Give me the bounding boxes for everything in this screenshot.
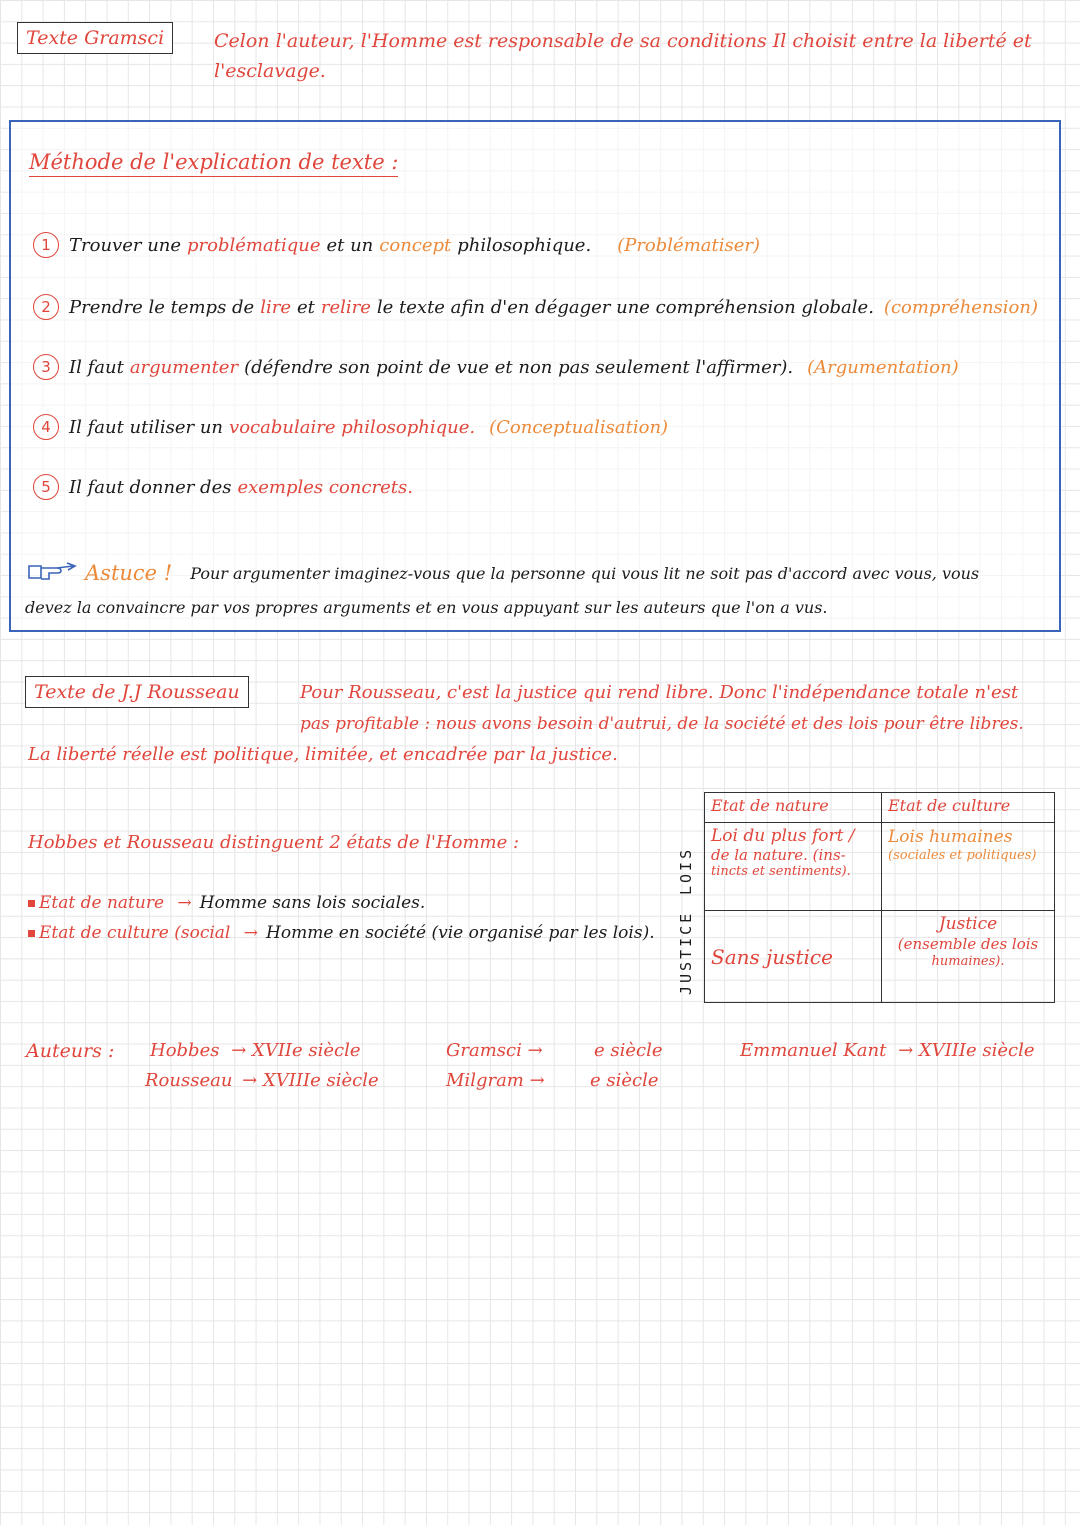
cell-justice-nature: Sans justice <box>705 911 882 1003</box>
authors-label: Auteurs : <box>26 1040 115 1062</box>
author-kant: Emmanuel Kant → XVIIIe siècle <box>740 1040 1035 1061</box>
method-box <box>9 120 1061 632</box>
states-intro: Hobbes et Rousseau distinguent 2 états de l'Homme : <box>28 832 520 853</box>
step-number-4: 4 <box>33 414 59 440</box>
cell-justice-culture: Justice (ensemble des lois humaines). <box>882 911 1055 1003</box>
author-hobbes: Hobbes → XVIIe siècle <box>150 1040 361 1061</box>
method-step-5: 5 Il faut donner des exemples concrets. <box>33 474 419 500</box>
state-culture: Etat de culture (social → Homme en société (vie organisé par les lois). <box>28 923 655 943</box>
bullet-icon <box>28 930 35 937</box>
method-step-3: 3 Il faut argumenter (défendre son point de vue et non pas seulement l'affirmer). (Argumentation) <box>33 354 965 380</box>
bullet-icon <box>28 900 35 907</box>
state-nature: Etat de nature → Homme sans lois sociales. <box>28 893 425 913</box>
rousseau-line2: pas profitable : nous avons besoin d'autrui, de la société et des lois pour être libres. <box>300 714 1024 734</box>
rousseau-line1: Pour Rousseau, c'est la justice qui rend libre. Donc l'indépendance totale n'est <box>300 682 1019 703</box>
pointing-hand-icon <box>27 560 79 586</box>
gramsci-summary-line1: Celon l'auteur, l'Homme est responsable de sa conditions Il choisit entre la liberté et <box>214 30 1032 52</box>
method-step-1: 1 Trouver une problématique et un concept philosophique. (Problématiser) <box>33 232 766 258</box>
method-step-4: 4 Il faut utiliser un vocabulaire philosophique. (Conceptualisation) <box>33 414 674 440</box>
step-number-1: 1 <box>33 232 59 258</box>
cell-lois-nature: Loi du plus fort / de la nature. (ins- tincts et sentiments). <box>705 823 882 911</box>
step-number-3: 3 <box>33 354 59 380</box>
gramsci-summary-line2: l'esclavage. <box>214 60 326 82</box>
states-table <box>704 792 1055 1003</box>
tip-line2: devez la convaincre par vos propres arguments et en vous appuyant sur les auteurs que l'on a vus. <box>25 598 828 617</box>
author-gramsci-century: e siècle <box>594 1040 663 1061</box>
cell-lois-culture: Lois humaines (sociales et politiques) <box>882 823 1055 911</box>
step-number-2: 2 <box>33 294 59 320</box>
tip-keyword: Astuce ! <box>85 561 173 585</box>
author-gramsci: Gramsci → <box>446 1040 543 1061</box>
gramsci-label: Texte Gramsci <box>17 22 173 54</box>
tip-line1: Astuce ! Pour argumenter imaginez-vous que la personne qui vous lit ne soit pas d'accord avec vous, vous <box>27 560 979 586</box>
rousseau-line3: La liberté réelle est politique, limitée, et encadrée par la justice. <box>28 744 618 765</box>
row-label-lois: LOIS <box>677 846 695 895</box>
author-rousseau: Rousseau → XVIIIe siècle <box>145 1070 379 1091</box>
row-label-justice: JUSTICE <box>677 910 695 995</box>
method-title: Méthode de l'explication de texte : <box>29 150 398 177</box>
author-milgram-century: e siècle <box>590 1070 659 1091</box>
rousseau-label: Texte de J.J Rousseau <box>25 676 249 708</box>
col-header-nature: Etat de nature <box>705 793 882 823</box>
author-milgram: Milgram → <box>446 1070 545 1091</box>
col-header-culture: Etat de culture <box>882 793 1055 823</box>
method-step-2: 2 Prendre le temps de lire et relire le texte afin d'en dégager une compréhension globale. (compréhension) <box>33 294 1044 320</box>
step-number-5: 5 <box>33 474 59 500</box>
